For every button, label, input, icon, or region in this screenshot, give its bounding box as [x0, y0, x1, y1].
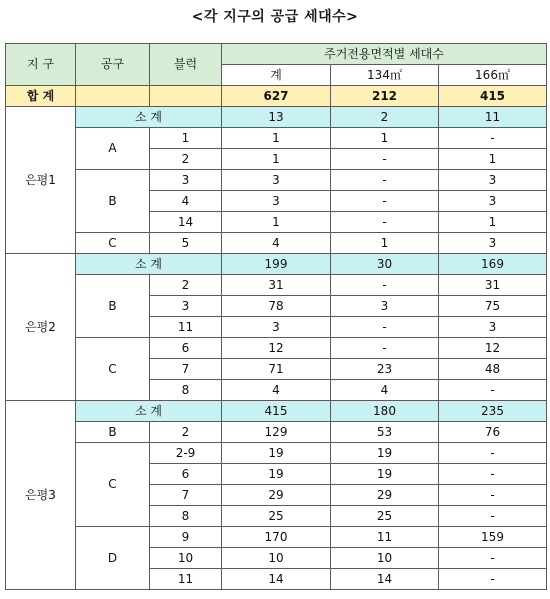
grand-total-row: [6, 86, 547, 107]
block-cell: 4: [150, 191, 222, 212]
s134-cell: 4: [331, 380, 439, 401]
grand-total-166: 415: [439, 86, 547, 107]
block-cell: 8: [150, 506, 222, 527]
total-cell: 29: [222, 485, 331, 506]
block-cell: 14: [150, 212, 222, 233]
block-cell: 6: [150, 464, 222, 485]
total-cell: 14: [222, 569, 331, 590]
table-row: [6, 443, 547, 464]
header-134: 134㎡: [331, 65, 439, 86]
table-title: <각 지구의 공급 세대수>: [191, 9, 359, 25]
subtotal-166: 11: [439, 107, 547, 128]
s134-cell: 23: [331, 359, 439, 380]
subtotal-label: 소 계: [76, 401, 222, 422]
subtotal-label: 소 계: [76, 107, 222, 128]
total-cell: 78: [222, 296, 331, 317]
total-cell: 4: [222, 233, 331, 254]
subtotal-134: 180: [331, 401, 439, 422]
table-row: [6, 170, 547, 191]
s166-cell: 12: [439, 338, 547, 359]
header-district: 지 구: [6, 44, 76, 86]
block-cell: 7: [150, 359, 222, 380]
total-cell: 170: [222, 527, 331, 548]
subtotal-134: 2: [331, 107, 439, 128]
s166-cell: 48: [439, 359, 547, 380]
s134-cell: 53: [331, 422, 439, 443]
block-cell: 7: [150, 485, 222, 506]
subtotal-row: [6, 254, 547, 275]
block-cell: 11: [150, 569, 222, 590]
grand-total-empty: [76, 86, 150, 107]
header-block: 블럭: [150, 44, 222, 86]
total-cell: 1: [222, 128, 331, 149]
section-cell: D: [76, 527, 150, 590]
s134-cell: 1: [331, 233, 439, 254]
s134-cell: 1: [331, 128, 439, 149]
block-cell: 3: [150, 170, 222, 191]
s166-cell: 3: [439, 233, 547, 254]
subtotal-total: 415: [222, 401, 331, 422]
s166-cell: -: [439, 485, 547, 506]
block-cell: 8: [150, 380, 222, 401]
district-name: 은평1: [6, 107, 76, 254]
section-cell: C: [76, 338, 150, 401]
s134-cell: 25: [331, 506, 439, 527]
s134-cell: 29: [331, 485, 439, 506]
s134-cell: -: [331, 275, 439, 296]
s166-cell: 1: [439, 149, 547, 170]
total-cell: 10: [222, 548, 331, 569]
s134-cell: -: [331, 212, 439, 233]
s166-cell: -: [439, 506, 547, 527]
header-166: 166㎡: [439, 65, 547, 86]
total-cell: 3: [222, 317, 331, 338]
total-cell: 1: [222, 149, 331, 170]
s166-cell: 31: [439, 275, 547, 296]
section-cell: B: [76, 170, 150, 233]
header-total: 계: [222, 65, 331, 86]
subtotal-row: [6, 107, 547, 128]
subtotal-row: [6, 401, 547, 422]
table-row: [6, 338, 547, 359]
total-cell: 129: [222, 422, 331, 443]
s134-cell: -: [331, 149, 439, 170]
s166-cell: -: [439, 128, 547, 149]
s166-cell: -: [439, 464, 547, 485]
s134-cell: -: [331, 191, 439, 212]
subtotal-166: 235: [439, 401, 547, 422]
total-cell: 31: [222, 275, 331, 296]
total-cell: 71: [222, 359, 331, 380]
s166-cell: 76: [439, 422, 547, 443]
subtotal-134: 30: [331, 254, 439, 275]
s166-cell: -: [439, 548, 547, 569]
subtotal-total: 199: [222, 254, 331, 275]
total-cell: 19: [222, 464, 331, 485]
grand-total-label: 합 계: [6, 86, 76, 107]
total-cell: 3: [222, 191, 331, 212]
block-cell: 2: [150, 149, 222, 170]
section-cell: B: [76, 422, 150, 443]
s134-cell: 3: [331, 296, 439, 317]
block-cell: 1: [150, 128, 222, 149]
subtotal-label: 소 계: [76, 254, 222, 275]
s166-cell: 3: [439, 170, 547, 191]
s166-cell: -: [439, 380, 547, 401]
s134-cell: 14: [331, 569, 439, 590]
block-cell: 2-9: [150, 443, 222, 464]
s134-cell: 19: [331, 464, 439, 485]
district-name: 은평3: [6, 401, 76, 590]
block-cell: 11: [150, 317, 222, 338]
section-cell: B: [76, 275, 150, 338]
s134-cell: -: [331, 317, 439, 338]
s166-cell: 3: [439, 191, 547, 212]
s166-cell: 75: [439, 296, 547, 317]
total-cell: 19: [222, 443, 331, 464]
district-name: 은평2: [6, 254, 76, 401]
subtotal-total: 13: [222, 107, 331, 128]
block-cell: 9: [150, 527, 222, 548]
table-row: [6, 422, 547, 443]
total-cell: 25: [222, 506, 331, 527]
header-section: 공구: [76, 44, 150, 86]
subtotal-166: 169: [439, 254, 547, 275]
header-row: [6, 44, 547, 65]
s134-cell: -: [331, 338, 439, 359]
block-cell: 3: [150, 296, 222, 317]
header-area-group: 주거전용면적별 세대수: [222, 44, 547, 65]
s166-cell: -: [439, 569, 547, 590]
total-cell: 4: [222, 380, 331, 401]
s134-cell: 19: [331, 443, 439, 464]
block-cell: 2: [150, 422, 222, 443]
section-cell: C: [76, 233, 150, 254]
block-cell: 10: [150, 548, 222, 569]
s134-cell: 11: [331, 527, 439, 548]
total-cell: 3: [222, 170, 331, 191]
s166-cell: 3: [439, 317, 547, 338]
grand-total-value: 627: [222, 86, 331, 107]
total-cell: 12: [222, 338, 331, 359]
supply-table: [5, 43, 547, 590]
s134-cell: -: [331, 170, 439, 191]
s166-cell: 1: [439, 212, 547, 233]
table-row: [6, 527, 547, 548]
grand-total-empty: [150, 86, 222, 107]
block-cell: 6: [150, 338, 222, 359]
section-cell: A: [76, 128, 150, 170]
grand-total-134: 212: [331, 86, 439, 107]
block-cell: 2: [150, 275, 222, 296]
section-cell: C: [76, 443, 150, 527]
s134-cell: 10: [331, 548, 439, 569]
table-row: [6, 275, 547, 296]
table-row: [6, 233, 547, 254]
s166-cell: -: [439, 443, 547, 464]
s166-cell: 159: [439, 527, 547, 548]
block-cell: 5: [150, 233, 222, 254]
total-cell: 1: [222, 212, 331, 233]
table-row: [6, 128, 547, 149]
